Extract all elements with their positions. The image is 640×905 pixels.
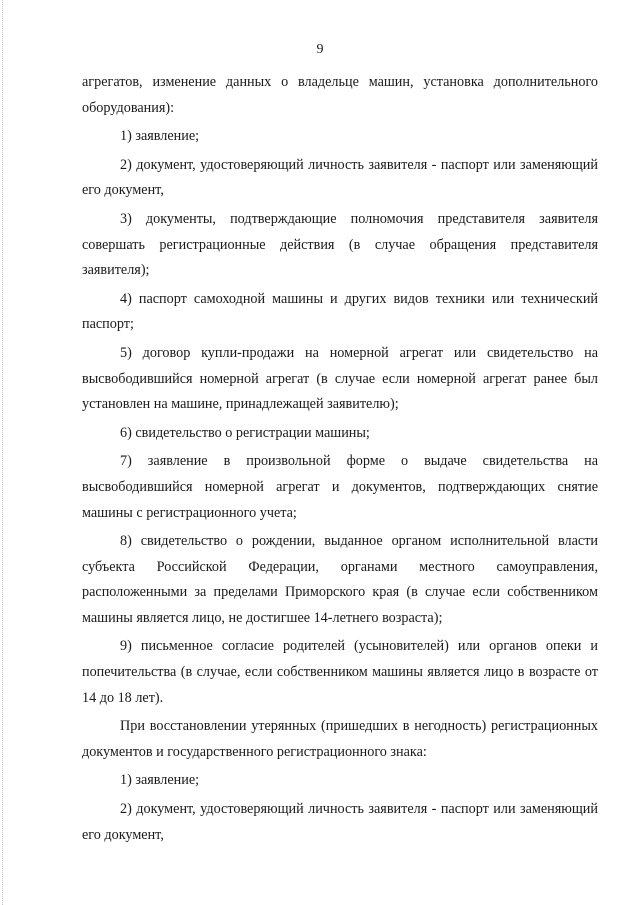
list-item-identity-document: 2) документ, удостоверяющий личность заявителя - паспорт или заменяющий его документ, — [82, 156, 598, 199]
section-restoration-heading: При восстановлении утерянных (пришедших в негодность) регистрационных документов и государственного регистрационного знака: — [82, 718, 598, 760]
list-item-parental-consent: 9) письменное согласие родителей (усыновителей) или органов опеки и попечительства (в случае, если собственником машины является лицо в возрасте от 14 до 18 лет). — [82, 638, 598, 706]
binding-edge — [2, 0, 5, 905]
page-number: 9 — [316, 42, 324, 57]
paragraph-continuation: агрегатов, изменение данных о владельце машин, установка дополнительного оборудования): — [82, 74, 598, 116]
list-item-application-restoration: 1) заявление; — [120, 772, 200, 789]
list-item-identity-document-restoration: 2) документ, удостоверяющий личность заявителя - паспорт или заменяющий его документ, — [82, 801, 598, 843]
list-item-birth-certificate: 8) свидетельство о рождении, выданное органом исполнительной власти субъекта Российской Федерации, органами местного самоуправления, расположенными за пределами Приморского края (в случае если собственником машины является лицо, не достигшее 14-летнего возраста); — [82, 533, 598, 626]
list-item-application: 1) заявление; — [120, 128, 200, 145]
list-item-registration-certificate: 6) свидетельство о регистрации машины; — [120, 424, 370, 441]
list-item-machine-passport: 4) паспорт самоходной машины и других видов техники или технический паспорт; — [82, 290, 598, 333]
list-item-sale-contract: 5) договор купли-продажи на номерной агрегат или свидетельство на высвободившийся номерной агрегат (в случае если номерной агрегат ранее был установлен на машине, принадлежащей заявителю); — [82, 344, 598, 413]
list-item-representative-authority: 3) документы, подтверждающие полномочия представителя заявителя совершать регистрационные действия (в случае обращения представителя заявителя); — [82, 210, 598, 279]
list-item-free-form-application: 7) заявление в произвольной форме о выдаче свидетельства на высвободившийся номерной агрегат и документов, подтверждающих снятие машины с регистрационного учета; — [82, 453, 598, 521]
document-body — [82, 70, 598, 851]
